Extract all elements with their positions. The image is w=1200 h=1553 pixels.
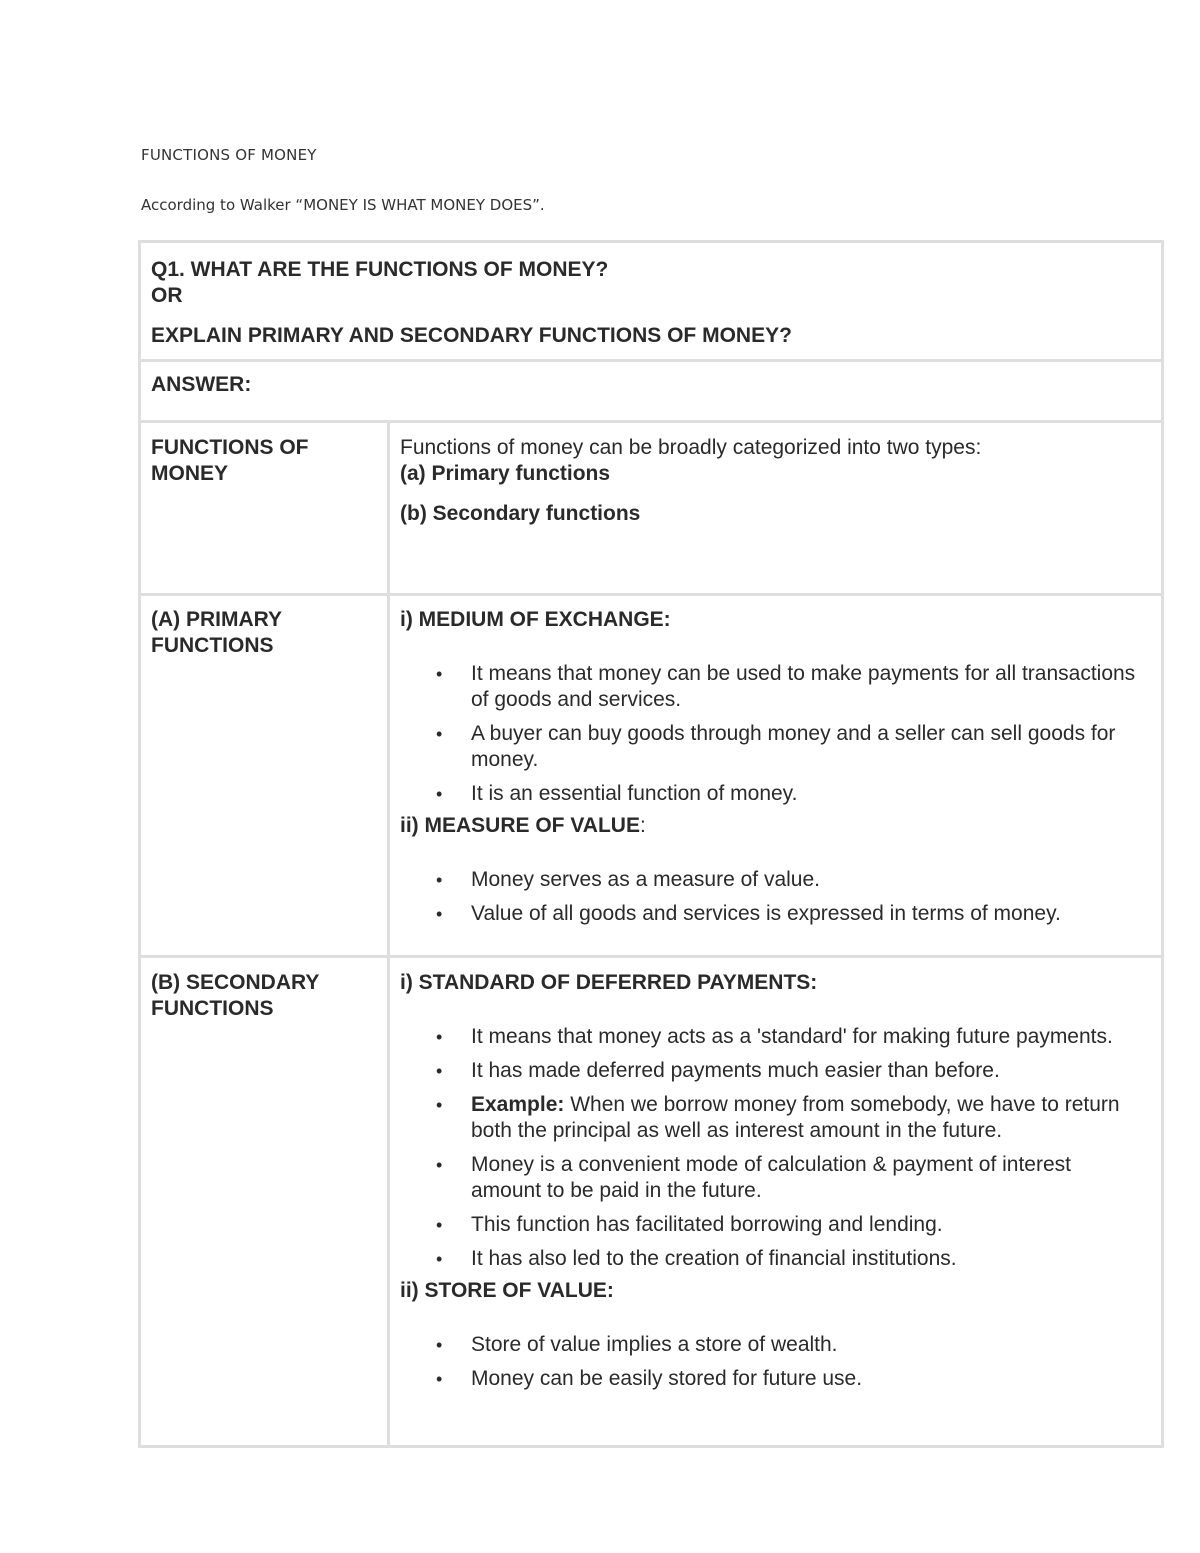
store-bullet-list bbox=[400, 1332, 1151, 1392]
question-cell bbox=[140, 242, 1163, 361]
bullet-text: Money can be easily stored for future use. bbox=[471, 1367, 863, 1390]
type-a-primary: (a) Primary functions bbox=[400, 462, 611, 485]
bullet-text: Money is a convenient mode of calculation & payment of interest amount to be paid in the future. bbox=[471, 1153, 1071, 1202]
store-of-value-heading: ii) STORE OF VALUE: bbox=[400, 1279, 614, 1302]
example-text: When we borrow money from somebody, we have to return both the principal as well as interest amount in the future. bbox=[471, 1093, 1120, 1142]
list-item bbox=[400, 1246, 1151, 1272]
secondary-content bbox=[389, 957, 1163, 1447]
list-item bbox=[400, 867, 1151, 893]
bullet-icon: • bbox=[436, 724, 443, 744]
bullet-icon: • bbox=[436, 1095, 443, 1115]
list-item bbox=[400, 781, 1151, 807]
functions-intro: Functions of money can be broadly categorized into two types: bbox=[400, 436, 982, 459]
bullet-icon: • bbox=[436, 1249, 443, 1269]
type-b-secondary: (b) Secondary functions bbox=[400, 502, 641, 525]
bullet-icon: • bbox=[436, 904, 443, 924]
bullet-icon: • bbox=[436, 1369, 443, 1389]
list-item bbox=[400, 1092, 1151, 1144]
question-or: OR bbox=[151, 284, 183, 307]
primary-row bbox=[140, 595, 1163, 957]
list-item bbox=[400, 661, 1151, 713]
bullet-text: It has also led to the creation of financial institutions. bbox=[471, 1247, 957, 1270]
list-item bbox=[400, 1024, 1151, 1050]
deferred-payments-heading: i) STANDARD OF DEFERRED PAYMENTS: bbox=[400, 971, 818, 994]
functions-content bbox=[389, 422, 1163, 595]
deferred-bullet-list bbox=[400, 1024, 1151, 1272]
question-line-3: EXPLAIN PRIMARY AND SECONDARY FUNCTIONS OF MONEY? bbox=[151, 324, 792, 347]
bullet-icon: • bbox=[436, 1155, 443, 1175]
measure-heading-colon: : bbox=[639, 814, 646, 837]
bullet-text: Money serves as a measure of value. bbox=[471, 868, 821, 891]
functions-label: FUNCTIONS OF MONEY bbox=[140, 422, 389, 595]
bullet-text: This function has facilitated borrowing and lending. bbox=[471, 1213, 943, 1236]
measure-bullet-list bbox=[400, 867, 1151, 927]
bullet-icon: • bbox=[436, 664, 443, 684]
bullet-text: It means that money acts as a 'standard' for making future payments. bbox=[471, 1025, 1113, 1048]
primary-content bbox=[389, 595, 1163, 957]
bullet-icon: • bbox=[436, 1335, 443, 1355]
bullet-icon: • bbox=[436, 1027, 443, 1047]
bullet-text: It is an essential function of money. bbox=[471, 782, 798, 805]
list-item bbox=[400, 901, 1151, 927]
list-item bbox=[400, 1366, 1151, 1392]
question-line-1: Q1. WHAT ARE THE FUNCTIONS OF MONEY? bbox=[151, 258, 609, 281]
measure-of-value-heading bbox=[400, 813, 1151, 839]
list-item bbox=[400, 1212, 1151, 1238]
bullet-text: Value of all goods and services is expressed in terms of money. bbox=[471, 902, 1061, 925]
answer-row bbox=[140, 361, 1163, 422]
list-item bbox=[400, 721, 1151, 773]
secondary-row bbox=[140, 957, 1163, 1447]
primary-label: (A) PRIMARY FUNCTIONS bbox=[140, 595, 389, 957]
answer-label: ANSWER: bbox=[140, 361, 1163, 422]
bullet-text: Store of value implies a store of wealth. bbox=[471, 1333, 838, 1356]
page-title: FUNCTIONS OF MONEY bbox=[141, 146, 317, 164]
list-item bbox=[400, 1058, 1151, 1084]
question-row bbox=[140, 242, 1163, 361]
bullet-icon: • bbox=[436, 784, 443, 804]
secondary-label: (B) SECONDARY FUNCTIONS bbox=[140, 957, 389, 1447]
list-item bbox=[400, 1332, 1151, 1358]
medium-bullet-list bbox=[400, 661, 1151, 807]
bullet-icon: • bbox=[436, 1215, 443, 1235]
list-item bbox=[400, 1152, 1151, 1204]
example-label: Example: bbox=[471, 1093, 565, 1116]
functions-table bbox=[138, 240, 1164, 1448]
functions-row bbox=[140, 422, 1163, 595]
measure-heading-text: ii) MEASURE OF VALUE bbox=[400, 814, 640, 837]
walker-quote: According to Walker “MONEY IS WHAT MONEY DOES”. bbox=[141, 196, 545, 214]
bullet-text: It means that money can be used to make payments for all transactions of goods and services. bbox=[471, 662, 1136, 711]
bullet-icon: • bbox=[436, 1061, 443, 1081]
bullet-text: It has made deferred payments much easier than before. bbox=[471, 1059, 1000, 1082]
bullet-icon: • bbox=[436, 870, 443, 890]
bullet-text: A buyer can buy goods through money and a seller can sell goods for money. bbox=[471, 722, 1116, 771]
medium-of-exchange-heading: i) MEDIUM OF EXCHANGE: bbox=[400, 608, 671, 631]
